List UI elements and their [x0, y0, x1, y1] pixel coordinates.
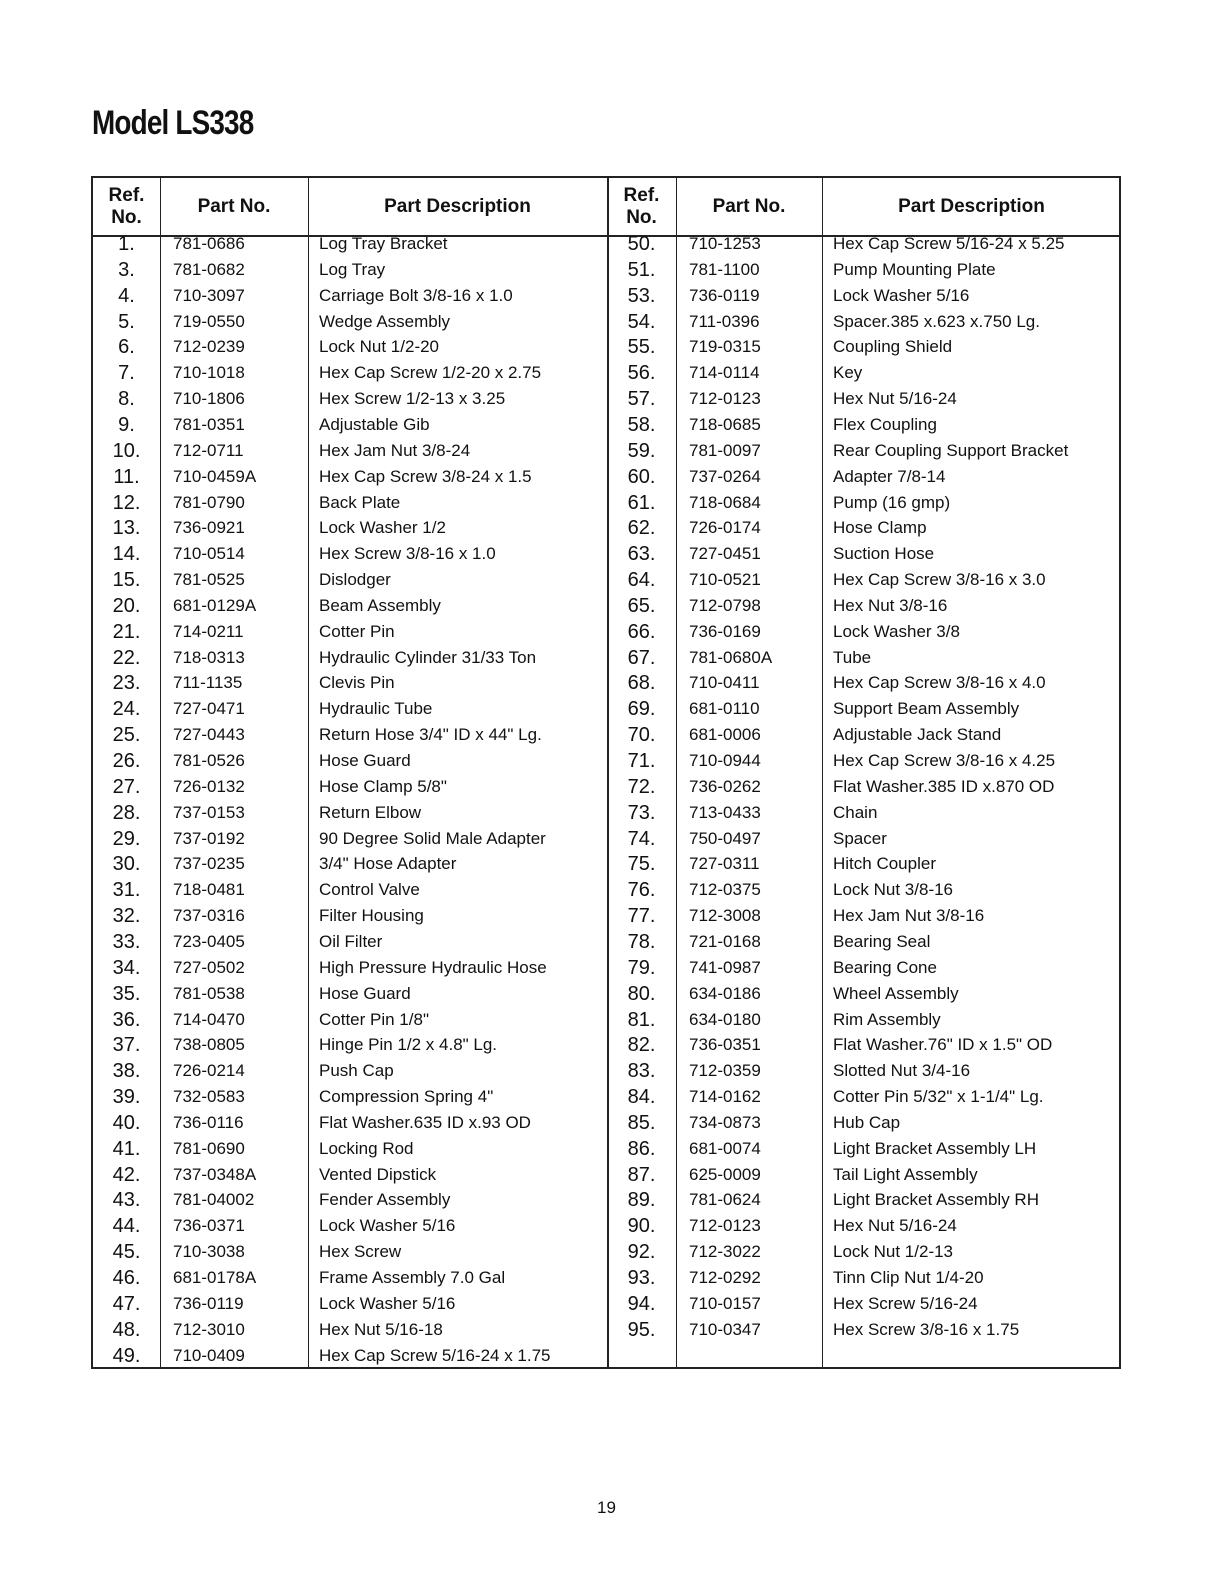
part-description: Cotter Pin 1/8" [319, 1009, 429, 1029]
ref-number: 57. [627, 388, 656, 411]
ref-number: 43. [112, 1189, 141, 1212]
part-number: 718-0685 [689, 414, 761, 434]
part-number: 750-0497 [689, 828, 761, 848]
part-number: 719-0550 [173, 311, 245, 331]
part-description: Lock Nut 1/2-13 [833, 1242, 954, 1262]
ref-number: 14. [112, 543, 141, 566]
ref-number: 94. [627, 1292, 656, 1315]
col-divider [160, 178, 161, 1367]
ref-number: 68. [627, 672, 656, 695]
part-description: Hex Jam Nut 3/8-16 [833, 906, 985, 926]
ref-number: 95. [627, 1318, 656, 1341]
part-number: 710-1253 [689, 234, 761, 253]
ref-number: 64. [627, 569, 656, 592]
parts-table [91, 176, 1121, 1369]
part-number: 712-0798 [689, 595, 761, 615]
part-description: Pump (16 gmp) [833, 492, 951, 512]
part-description: Key [833, 363, 863, 383]
header-desc-left: Part Description [384, 195, 531, 217]
col-divider [822, 178, 823, 1367]
part-number: 713-0433 [689, 802, 761, 822]
part-description: Rear Coupling Support Bracket [833, 440, 1069, 460]
part-description: Flat Washer.385 ID x.870 OD [833, 776, 1055, 796]
part-description: Hose Clamp 5/8" [319, 776, 447, 796]
ref-number: 83. [627, 1060, 656, 1083]
part-number: 719-0315 [689, 337, 761, 357]
ref-number: 35. [112, 982, 141, 1005]
part-description: Light Bracket Assembly RH [833, 1190, 1039, 1210]
ref-number: 58. [627, 413, 656, 436]
ref-number: 63. [627, 543, 656, 566]
ref-number: 49. [112, 1344, 141, 1367]
ref-number: 73. [627, 801, 656, 824]
ref-number: 65. [627, 594, 656, 617]
part-description: Spacer.385 x.623 x.750 Lg. [833, 311, 1040, 331]
ref-number: 90. [627, 1215, 656, 1238]
ref-number: 21. [112, 620, 141, 643]
ref-number: 47. [112, 1292, 141, 1315]
part-description: 3/4" Hose Adapter [319, 854, 457, 874]
ref-number: 31. [112, 879, 141, 902]
part-number: 681-0110 [689, 699, 760, 719]
part-description: Wedge Assembly [319, 311, 451, 331]
part-number: 781-0624 [689, 1190, 761, 1210]
part-description: Flex Coupling [833, 414, 937, 434]
part-description: Hex Screw [319, 1242, 402, 1262]
ref-number: 89. [627, 1189, 656, 1212]
part-description: Tail Light Assembly [833, 1164, 978, 1184]
part-description: Adjustable Jack Stand [833, 725, 1002, 745]
part-description: Carriage Bolt 3/8-16 x 1.0 [319, 285, 513, 305]
ref-number: 50. [627, 233, 656, 255]
part-description: Push Cap [319, 1061, 394, 1081]
ref-number: 27. [112, 775, 141, 798]
ref-number: 22. [112, 646, 141, 669]
part-number: 714-0211 [173, 621, 244, 641]
part-description: Lock Washer 5/16 [319, 1293, 456, 1313]
ref-number: 75. [627, 853, 656, 876]
part-number: 737-0153 [173, 802, 245, 822]
part-description: Hex Nut 5/16-18 [319, 1319, 443, 1339]
part-description: Hex Jam Nut 3/8-24 [319, 440, 471, 460]
part-number: 736-0371 [173, 1216, 245, 1236]
ref-number: 78. [627, 930, 656, 953]
ref-number: 5. [118, 310, 135, 333]
part-number: 681-0129A [173, 595, 257, 615]
ref-number: 32. [112, 905, 141, 928]
part-description: Adjustable Gib [319, 414, 430, 434]
ref-number: 41. [112, 1137, 141, 1160]
col-divider [676, 178, 677, 1367]
part-description: Hex Screw 3/8-16 x 1.0 [319, 544, 496, 564]
ref-number: 51. [627, 258, 656, 281]
part-number: 710-3038 [173, 1242, 245, 1262]
part-number: 781-0690 [173, 1138, 245, 1158]
ref-number: 12. [112, 491, 141, 514]
part-description: Return Hose 3/4" ID x 44" Lg. [319, 725, 542, 745]
part-number: 781-0790 [173, 492, 245, 512]
part-description: Log Tray [319, 259, 386, 279]
part-description: Support Beam Assembly [833, 699, 1020, 719]
ref-number: 74. [627, 827, 656, 850]
part-number: 721-0168 [689, 931, 761, 951]
part-number: 781-0682 [173, 259, 245, 279]
part-description: Vented Dipstick [319, 1164, 437, 1184]
part-description: Bearing Cone [833, 957, 937, 977]
part-description: Hex Nut 5/16-24 [833, 1216, 957, 1236]
page-title: Model LS338 [92, 104, 254, 142]
part-number: 727-0451 [689, 544, 761, 564]
part-description: Filter Housing [319, 906, 424, 926]
ref-number: 62. [627, 517, 656, 540]
header-desc-right: Part Description [898, 195, 1045, 217]
part-number: 781-1100 [689, 259, 760, 279]
ref-number: 67. [627, 646, 656, 669]
ref-number: 42. [112, 1163, 141, 1186]
part-description: Hex Cap Screw 3/8-24 x 1.5 [319, 466, 532, 486]
ref-number: 82. [627, 1034, 656, 1057]
part-description: Chain [833, 802, 878, 822]
ref-number: 80. [627, 982, 656, 1005]
ref-number: 36. [112, 1008, 141, 1031]
part-description: Hex Screw 1/2-13 x 3.25 [319, 389, 506, 409]
part-description: Lock Nut 3/8-16 [833, 880, 954, 900]
part-number: 710-0521 [689, 570, 761, 590]
part-description: Hose Clamp [833, 518, 927, 538]
ref-number: 40. [112, 1111, 141, 1134]
part-number: 712-0292 [689, 1268, 761, 1287]
ref-number: 86. [627, 1137, 656, 1160]
part-number: 710-0409 [173, 1345, 245, 1365]
ref-number: 81. [627, 1008, 656, 1031]
part-description: Hub Cap [833, 1112, 901, 1132]
part-number: 736-0262 [689, 776, 761, 796]
ref-number: 61. [627, 491, 656, 514]
part-number: 712-0123 [689, 1216, 761, 1236]
part-number: 712-0375 [689, 880, 761, 900]
part-number: 710-1018 [173, 363, 245, 383]
ref-number: 59. [627, 439, 656, 462]
part-number: 714-0162 [689, 1087, 761, 1107]
part-number: 737-0235 [173, 854, 245, 874]
header-part-no-right: Part No. [712, 195, 786, 217]
part-number: 736-0116 [173, 1112, 244, 1132]
part-number: 727-0471 [173, 699, 245, 719]
part-number: 711-1135 [173, 673, 243, 693]
part-number: 710-0347 [689, 1319, 761, 1339]
part-number: 781-0686 [173, 234, 245, 253]
ref-number: 48. [112, 1318, 141, 1341]
part-description: High Pressure Hydraulic Hose [319, 957, 547, 977]
ref-number: 55. [627, 336, 656, 359]
part-number: 737-0316 [173, 906, 245, 926]
part-number: 741-0987 [689, 957, 761, 977]
part-description: Lock Washer 5/16 [833, 285, 970, 305]
ref-number: 20. [112, 594, 141, 617]
part-description: Slotted Nut 3/4-16 [833, 1061, 971, 1081]
ref-number: 46. [112, 1267, 141, 1289]
ref-number: 77. [627, 905, 656, 928]
part-number: 726-0132 [173, 776, 245, 796]
part-description: Compression Spring 4" [319, 1087, 494, 1107]
ref-number: 70. [627, 724, 656, 747]
part-number: 736-0119 [689, 285, 760, 305]
part-description: Hex Nut 3/8-16 [833, 595, 948, 615]
ref-number: 92. [627, 1241, 656, 1264]
part-description: Coupling Shield [833, 337, 953, 357]
part-number: 727-0311 [689, 854, 760, 874]
part-number: 732-0583 [173, 1087, 245, 1107]
part-number: 726-0174 [689, 518, 761, 538]
ref-number: 25. [112, 724, 141, 747]
part-description: Hinge Pin 1/2 x 4.8" Lg. [319, 1035, 498, 1055]
part-description: Adapter 7/8-14 [833, 466, 946, 486]
ref-number: 1. [118, 233, 135, 255]
part-description: Oil Filter [319, 931, 383, 951]
ref-number: 71. [627, 750, 656, 772]
ref-number: 6. [118, 336, 135, 359]
part-description: Hex Nut 5/16-24 [833, 389, 957, 409]
part-description: Hex Cap Screw 1/2-20 x 2.75 [319, 363, 542, 383]
ref-number: 72. [627, 775, 656, 798]
part-description: Locking Rod [319, 1138, 414, 1158]
part-number: 737-0264 [689, 466, 761, 486]
part-description: Spacer [833, 828, 887, 848]
part-description: Dislodger [319, 570, 391, 590]
ref-number: 3. [118, 258, 135, 281]
part-description: Hydraulic Tube [319, 699, 433, 719]
part-number: 712-3008 [689, 906, 761, 926]
part-number: 781-0538 [173, 983, 245, 1003]
part-description: Log Tray Bracket [319, 234, 448, 253]
part-number: 781-0680A [689, 647, 773, 667]
part-description: Hex Cap Screw 3/8-16 x 3.0 [833, 570, 1046, 590]
part-number: 718-0481 [173, 880, 245, 900]
part-description: Flat Washer.635 ID x.93 OD [319, 1112, 531, 1132]
part-number: 712-3022 [689, 1242, 761, 1262]
part-number: 712-0359 [689, 1061, 761, 1081]
part-description: Hex Cap Screw 5/16-24 x 5.25 [833, 234, 1065, 253]
ref-number: 29. [112, 827, 141, 850]
ref-number: 11. [113, 465, 140, 488]
page-number: 19 [597, 1498, 616, 1517]
ref-number: 7. [118, 362, 135, 385]
ref-number: 24. [112, 698, 141, 721]
part-description: Cotter Pin [319, 621, 395, 641]
part-number: 781-0097 [689, 440, 761, 460]
part-number: 634-0186 [689, 983, 761, 1003]
part-description: Clevis Pin [319, 673, 395, 693]
part-description: Tube [833, 647, 872, 667]
part-number: 723-0405 [173, 931, 245, 951]
part-description: Light Bracket Assembly LH [833, 1138, 1037, 1158]
part-description: Tinn Clip Nut 1/4-20 [833, 1268, 984, 1287]
part-description: Hex Screw 3/8-16 x 1.75 [833, 1319, 1020, 1339]
ref-number: 93. [627, 1267, 656, 1289]
part-description: Hex Cap Screw 3/8-16 x 4.25 [833, 751, 1056, 770]
part-number: 718-0313 [173, 647, 245, 667]
ref-number: 28. [112, 801, 141, 824]
ref-number: 23. [112, 672, 141, 695]
part-description: Hex Screw 5/16-24 [833, 1293, 978, 1313]
ref-number: 39. [112, 1086, 141, 1109]
part-description: Lock Nut 1/2-20 [319, 337, 440, 357]
ref-number: 45. [112, 1241, 141, 1264]
part-number: 712-0711 [173, 440, 244, 460]
part-description: Beam Assembly [319, 595, 441, 615]
part-number: 714-0114 [689, 363, 760, 383]
ref-number: 10. [112, 439, 141, 462]
ref-number: 76. [627, 879, 656, 902]
part-description: Hex Cap Screw 3/8-16 x 4.0 [833, 673, 1046, 693]
ref-number: 54. [627, 310, 656, 333]
part-number: 737-0348A [173, 1164, 257, 1184]
ref-number: 15. [112, 569, 141, 592]
ref-number: 79. [627, 956, 656, 979]
part-number: 681-0074 [689, 1138, 761, 1158]
part-description: Bearing Seal [833, 931, 931, 951]
ref-number: 34. [112, 956, 141, 979]
part-description: Hose Guard [319, 983, 411, 1003]
part-number: 718-0684 [689, 492, 761, 512]
header-part-no-left: Part No. [197, 195, 271, 217]
part-number: 712-0239 [173, 337, 245, 357]
part-description: Back Plate [319, 492, 401, 512]
part-number: 734-0873 [689, 1112, 761, 1132]
part-number: 781-0351 [173, 414, 245, 434]
part-number: 711-0396 [689, 311, 760, 331]
part-description: Hose Guard [319, 751, 411, 770]
part-number: 710-0411 [689, 673, 760, 693]
part-number: 681-0178A [173, 1268, 257, 1287]
ref-number: 13. [112, 517, 141, 540]
ref-number: 69. [627, 698, 656, 721]
header-ref-right: Ref. No. [623, 184, 660, 228]
part-number: 736-0921 [173, 518, 245, 538]
part-description: Lock Washer 3/8 [833, 621, 960, 641]
ref-number: 30. [112, 853, 141, 876]
part-number: 736-0169 [689, 621, 761, 641]
part-description: Pump Mounting Plate [833, 259, 996, 279]
ref-number: 38. [112, 1060, 141, 1083]
part-number: 681-0006 [689, 725, 761, 745]
part-number: 737-0192 [173, 828, 245, 848]
part-number: 710-0459A [173, 466, 257, 486]
part-number: 625-0009 [689, 1164, 761, 1184]
part-number: 781-04002 [173, 1190, 255, 1210]
part-number: 738-0805 [173, 1035, 245, 1055]
part-description: Cotter Pin 5/32" x 1-1/4" Lg. [833, 1087, 1044, 1107]
part-number: 710-0157 [689, 1293, 761, 1313]
ref-number: 56. [627, 362, 656, 385]
part-description: Rim Assembly [833, 1009, 941, 1029]
ref-number: 33. [112, 930, 141, 953]
ref-number: 66. [627, 620, 656, 643]
part-number: 710-0944 [689, 751, 761, 770]
ref-number: 85. [627, 1111, 656, 1134]
part-number: 710-1806 [173, 389, 245, 409]
part-number: 712-0123 [689, 389, 761, 409]
part-description: Fender Assembly [319, 1190, 451, 1210]
part-description: Lock Washer 1/2 [319, 518, 446, 538]
part-number: 712-3010 [173, 1319, 245, 1339]
ref-number: 84. [627, 1086, 656, 1109]
ref-number: 37. [112, 1034, 141, 1057]
part-number: 736-0351 [689, 1035, 761, 1055]
part-number: 727-0502 [173, 957, 245, 977]
ref-number: 87. [627, 1163, 656, 1186]
ref-number: 8. [118, 388, 135, 411]
part-number: 634-0180 [689, 1009, 761, 1029]
part-description: Hydraulic Cylinder 31/33 Ton [319, 647, 537, 667]
part-number: 726-0214 [173, 1061, 245, 1081]
part-description: Frame Assembly 7.0 Gal [319, 1268, 506, 1287]
part-number: 781-0526 [173, 751, 245, 770]
part-number: 781-0525 [173, 570, 245, 590]
ref-number: 60. [627, 465, 656, 488]
part-description: Lock Washer 5/16 [319, 1216, 456, 1236]
part-description: 90 Degree Solid Male Adapter [319, 828, 546, 848]
ref-number: 53. [627, 284, 656, 307]
part-description: Wheel Assembly [833, 983, 959, 1003]
part-description: Control Valve [319, 880, 420, 900]
part-number: 714-0470 [173, 1009, 245, 1029]
part-number: 710-3097 [173, 285, 245, 305]
part-description: Flat Washer.76" ID x 1.5" OD [833, 1035, 1053, 1055]
ref-number: 9. [118, 413, 135, 436]
part-description: Return Elbow [319, 802, 422, 822]
part-description: Suction Hose [833, 544, 935, 564]
ref-number: 44. [112, 1215, 141, 1238]
part-description: Hitch Coupler [833, 854, 936, 874]
part-number: 727-0443 [173, 725, 245, 745]
ref-number: 4. [118, 284, 135, 307]
part-number: 710-0514 [173, 544, 245, 564]
header-ref-left: Ref. No. [108, 184, 145, 228]
part-number: 736-0119 [173, 1293, 244, 1313]
part-description: Hex Cap Screw 5/16-24 x 1.75 [319, 1345, 551, 1365]
ref-number: 26. [112, 750, 141, 772]
col-divider [308, 178, 309, 1367]
